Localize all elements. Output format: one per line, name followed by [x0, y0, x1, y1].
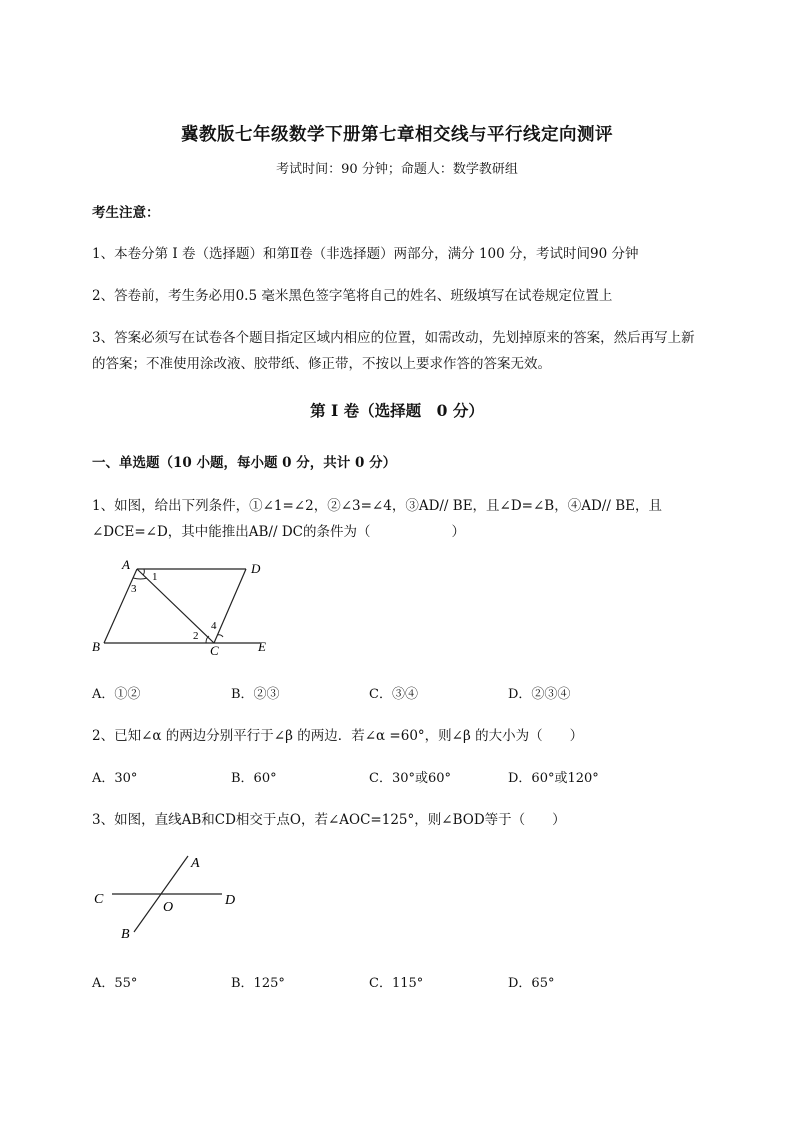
question-2-option-b[interactable]: B．60° — [231, 771, 277, 786]
label-angle-1: 1 — [152, 571, 158, 583]
label-a: A — [191, 856, 200, 871]
angle-mark-1 — [143, 569, 144, 575]
question-3-option-d[interactable]: D．65° — [508, 976, 555, 991]
angle-mark-3 — [133, 578, 147, 579]
question-3-stem: 3、如图，直线AB和CD相交于点O，若∠AOC=125°，则∠BOD等于（ ） — [92, 812, 566, 828]
section-title: 第 I 卷（选择题 0 分） — [310, 401, 484, 420]
question-3-option-b[interactable]: B．125° — [231, 976, 285, 991]
notice-heading: 考生注意： — [92, 205, 160, 221]
question-2-option-a[interactable]: A．30° — [92, 771, 138, 786]
question-3-option-c[interactable]: C．115° — [369, 976, 424, 991]
label-c: C — [94, 892, 104, 907]
question-3-figure — [88, 848, 248, 948]
label-d: D — [251, 561, 261, 576]
question-2-option-c[interactable]: C．30°或60° — [369, 771, 452, 786]
label-angle-3: 3 — [131, 583, 137, 595]
notice-item-3-cont: 的答案；不准使用涂改液、胶带纸、修正带，不按以上要求作答的答案无效。 — [92, 356, 551, 372]
notice-item-2: 2、答卷前，考生务必用0.5 毫米黑色签字笔将自己的姓名、班级填写在试卷规定位置上 — [92, 288, 613, 304]
notice-item-3: 3、答案必须写在试卷各个题目指定区域内相应的位置，如需改动，先划掉原来的答案，然后再写上新 — [92, 330, 695, 346]
label-a: A — [122, 557, 130, 572]
segment-ab — [104, 569, 137, 643]
question-2-stem: 2、已知∠α 的两边分别平行于∠β 的两边．若∠α =60°，则∠β 的大小为（ ） — [92, 728, 584, 744]
part-title: 一、单选题（10 小题，每小题 0 分，共计 0 分） — [92, 455, 397, 471]
question-1-stem: 1、如图，给出下列条件，①∠1=∠2，②∠3=∠4，③AD// BE，且∠D=∠B，④AD// BE，且 — [92, 498, 662, 514]
label-e: E — [258, 639, 266, 654]
segment-dc — [214, 569, 246, 643]
label-o: O — [163, 900, 174, 915]
question-1-figure — [88, 556, 278, 660]
label-angle-2: 2 — [193, 630, 199, 642]
notice-item-1: 1、本卷分第 I 卷（选择题）和第Ⅱ卷（非选择题）两部分，满分 100 分，考试时间90 分钟 — [92, 246, 639, 262]
page-title: 冀教版七年级数学下册第七章相交线与平行线定向测评 — [181, 125, 613, 145]
exam-info: 考试时间：90 分钟；命题人：数学教研组 — [276, 162, 518, 177]
question-1-option-b[interactable]: B．②③ — [231, 687, 280, 702]
question-1-stem-cont: ∠DCE=∠D，其中能推出AB// DC的条件为（ ） — [92, 524, 465, 540]
label-d: D — [225, 893, 236, 908]
question-2-option-d[interactable]: D．60°或120° — [508, 771, 599, 786]
question-1-option-d[interactable]: D．②③④ — [508, 687, 571, 702]
angle-mark-4 — [217, 635, 223, 637]
diagonal-ac — [137, 569, 214, 643]
question-1-option-c[interactable]: C．③④ — [369, 687, 418, 702]
label-angle-4: 4 — [211, 620, 217, 632]
question-1-option-a[interactable]: A．①② — [92, 687, 141, 702]
label-b: B — [92, 639, 100, 654]
question-3-option-a[interactable]: A．55° — [92, 976, 138, 991]
label-c: C — [210, 643, 219, 658]
label-b: B — [121, 927, 130, 942]
